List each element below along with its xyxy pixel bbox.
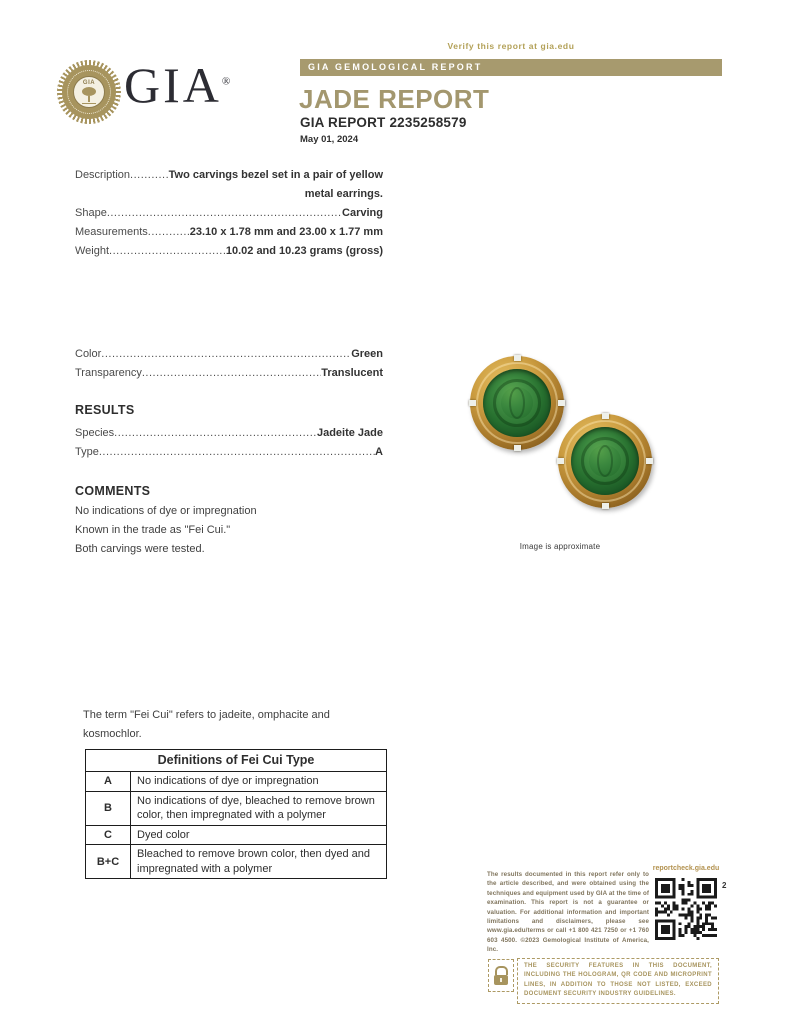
table-title: Definitions of Fei Cui Type: [86, 750, 387, 772]
report-title: JADE REPORT: [299, 84, 490, 114]
diamond-accent: [558, 400, 565, 406]
fei-cui-definitions-table: [85, 749, 387, 879]
spec-row-weight: [75, 242, 383, 261]
spec-value: Jadeite Jade: [316, 427, 383, 439]
description-continuation: metal earrings.: [304, 188, 383, 200]
spec-row-shape: [75, 204, 383, 223]
spec-label: Color: [75, 348, 102, 360]
comments-heading: COMMENTS: [75, 484, 151, 498]
comment-line: No indications of dye or impregnation: [75, 505, 257, 517]
spec-label: Description: [75, 169, 131, 181]
fei-cui-note: The term "Fei Cui" refers to jadeite, omphacite and kosmochlor.: [83, 709, 330, 740]
gia-seal-icon: [57, 60, 121, 124]
table-row: [86, 772, 387, 792]
jade-stone: [483, 369, 551, 437]
type-cell: A: [86, 772, 131, 792]
report-date: May 01, 2024: [300, 134, 359, 145]
dot-leader: [114, 424, 317, 443]
spec-label: Transparency: [75, 367, 142, 379]
verify-report-link: Verify this report at gia.edu: [447, 41, 575, 51]
registered-mark: ®: [221, 75, 231, 88]
spec-value: Carving: [342, 207, 383, 219]
dot-leader: [101, 345, 351, 364]
diamond-accent: [602, 503, 609, 509]
description-section: [75, 166, 383, 261]
page-number: 2: [722, 881, 727, 890]
dot-leader: [148, 223, 190, 242]
gia-logo-text: GIA: [124, 57, 222, 113]
spec-value: Two carvings bezel set in a pair of yellow: [168, 169, 383, 181]
definition-cell: Dyed color: [131, 825, 387, 845]
diamond-accent: [646, 458, 653, 464]
table-row: [86, 845, 387, 879]
results-section: [75, 424, 383, 462]
spec-label: Shape: [75, 207, 107, 219]
diamond-accent: [514, 355, 521, 361]
diamond-accent: [557, 458, 564, 464]
report-type-banner: GIA GEMOLOGICAL REPORT: [300, 59, 722, 76]
type-cell: C: [86, 825, 131, 845]
dot-leader: [99, 443, 375, 462]
seal-gia-text: GIA: [82, 79, 96, 86]
security-lock-icon: [488, 959, 514, 992]
definition-cell: No indications of dye or impregnation: [131, 772, 387, 792]
photo-caption: Image is approximate: [519, 542, 601, 551]
spec-label: Species: [75, 427, 115, 439]
reportcheck-url: reportcheck.gia.edu: [652, 865, 720, 872]
comment-line: Both carvings were tested.: [75, 543, 205, 555]
spec-row-measurements: [75, 223, 383, 242]
type-cell: B: [86, 791, 131, 825]
jade-earring-left: [470, 356, 564, 450]
dot-leader: [142, 364, 321, 383]
comments-section: [75, 502, 383, 559]
spec-value: 10.02 and 10.23 grams (gross): [225, 245, 383, 257]
jade-stone: [571, 427, 639, 495]
spec-value: Translucent: [321, 367, 383, 379]
gia-logo: [124, 56, 230, 114]
spec-value: Green: [351, 348, 383, 360]
security-statement: THE SECURITY FEATURES IN THIS DOCUMENT, INCLUDING THE HOLOGRAM, QR CODE AND MICROPRINT LINES, IN ADDITION TO THOSE NOT LISTED, EXCEED DOCUMENT SECURITY INDUSTRY GUIDELINES.: [517, 958, 719, 1004]
item-photo: [450, 340, 680, 570]
jade-earring-right: [558, 414, 652, 508]
qr-code: [655, 878, 717, 940]
seal-emblem: [73, 76, 105, 108]
spec-row-species: [75, 424, 383, 443]
spec-row-transparency: [75, 364, 383, 383]
comment-line: Known in the trade as "Fei Cui.": [75, 524, 231, 536]
table-row: [86, 791, 387, 825]
dot-leader: [107, 204, 342, 223]
spec-row-type: [75, 443, 383, 462]
characteristics-section: [75, 345, 383, 383]
table-row: [86, 825, 387, 845]
report-number: GIA REPORT 2235258579: [300, 115, 467, 130]
diamond-accent: [469, 400, 476, 406]
dot-leader: [130, 166, 169, 185]
diamond-accent: [602, 413, 609, 419]
spec-label: Measurements: [75, 226, 148, 238]
definition-cell: No indications of dye, bleached to remove brown color, then impregnated with a polymer: [131, 791, 387, 825]
definition-cell: Bleached to remove brown color, then dyed and impregnated with a polymer: [131, 845, 387, 879]
spec-value: A: [375, 446, 383, 458]
spec-row-color: [75, 345, 383, 364]
spec-row-description: [75, 166, 383, 185]
type-cell: B+C: [86, 845, 131, 879]
seal-tree-icon: [82, 87, 96, 96]
spec-label: Type: [75, 446, 99, 458]
spec-value: 23.10 x 1.78 mm and 23.00 x 1.77 mm: [189, 226, 383, 238]
dot-leader: [109, 242, 226, 261]
disclaimer-text: The results documented in this report refer only to the article described, and were obtained using the techniques and equipment used by GIA at the time of examination. This report is not a guarantee or valuation. For additional information and important limitations and disclaimers, please see www.gia.edu/terms or call +1 800 421 7250 or +1 760 603 4500. ©2023 Gemological Institute of America, Inc.: [487, 871, 649, 954]
diamond-accent: [514, 445, 521, 451]
results-heading: RESULTS: [75, 403, 135, 417]
spec-label: Weight: [75, 245, 110, 257]
